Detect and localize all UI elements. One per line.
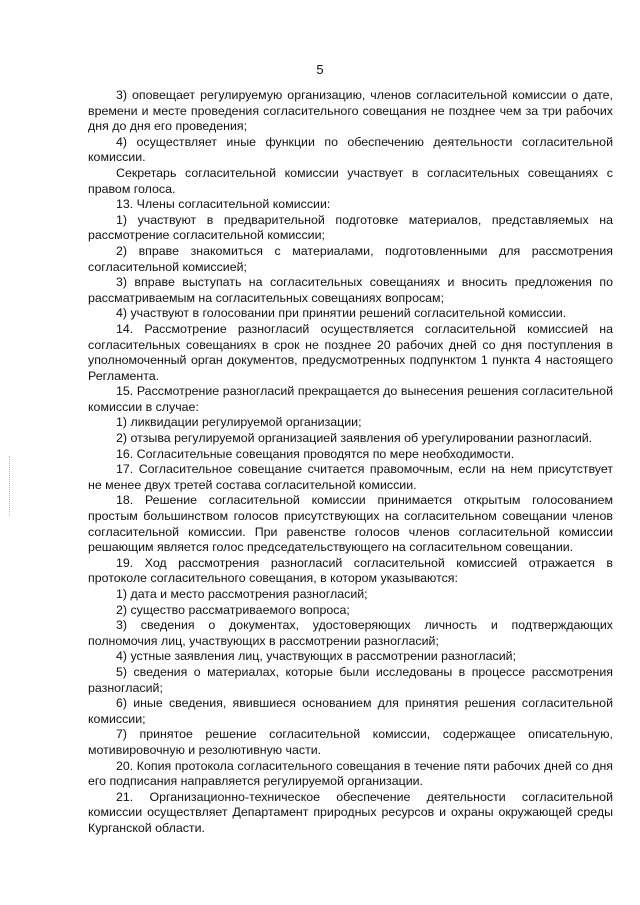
document-body bbox=[88, 88, 613, 837]
paragraph: 1) участвуют в предварительной подготовке материалов, представляемых на рассмотрение согласительной комиссии; bbox=[88, 212, 613, 243]
paragraph: 4) устные заявления лиц, участвующих в рассмотрении разногласий; bbox=[116, 649, 517, 664]
paragraph: 17. Согласительное совещание считается правомочным, если на нем присутствует не менее двух третей состава согласительной комиссии. bbox=[88, 462, 613, 492]
paragraph: 6) иные сведения, явившиеся основанием для принятия решения согласительной комиссии; bbox=[88, 696, 613, 726]
paragraph: 1) ликвидации регулируемой организации; bbox=[116, 415, 362, 430]
paragraph: 4) осуществляет иные функции по обеспечению деятельности согласительной комиссии. bbox=[88, 134, 613, 165]
paragraph: 18. Решение согласительной комиссии принимается открытым голосованием простым большинством голосов присутствующих на согласительном совещании членов согласительной комиссии. При равенстве голосов членов согласительной комиссии решающим является голос председательствующего на согласительном совещании. bbox=[88, 493, 613, 555]
paragraph: 14. Рассмотрение разногласий осуществляется согласительной комиссией на согласительных совещаниях в срок не позднее 20 рабочих дней со дня поступления в уполномоченный орган документов, предусмотренных подпунктом 1 пункта 4 настоящего Регламента. bbox=[88, 321, 613, 383]
paragraph: 3) сведения о документах, удостоверяющих личность и подтверждающих полномочия лиц, участвующих в рассмотрении разногласий; bbox=[88, 618, 613, 648]
page-number: 5 bbox=[316, 62, 324, 77]
paragraph: 3) вправе выступать на согласительных совещаниях и вносить предложения по рассматриваемым на согласительных совещаниях вопросам; bbox=[88, 275, 613, 305]
paragraph: 3) оповещает регулируемую организацию, членов согласительной комиссии о дате, времени и месте проведения согласительного совещания не позднее чем за три рабочих дня до дня его проведения; bbox=[88, 88, 613, 134]
paragraph: 7) принятое решение согласительной комиссии, содержащее описательную, мотивировочную и резолютивную части. bbox=[88, 727, 613, 757]
paragraph: 1) дата и место рассмотрения разногласий; bbox=[116, 587, 368, 601]
paragraph: 21. Организационно-техническое обеспечение деятельности согласительной комиссии осуществляет Департамент природных ресурсов и охраны окружающей среды Курганской области. bbox=[88, 789, 613, 835]
paragraph: 19. Ход рассмотрения разногласий согласительной комиссией отражается в протоколе согласительного совещания, в котором указываются: bbox=[88, 555, 613, 586]
paragraph: 5) сведения о материалах, которые были исследованы в процессе рассмотрения разногласий; bbox=[88, 664, 613, 695]
paragraph: 4) участвуют в голосовании при принятии решений согласительной комиссии. bbox=[116, 306, 567, 321]
paragraph: 2) вправе знакомиться с материалами, подготовленными для рассмотрения согласительной комиссией; bbox=[88, 243, 613, 274]
paragraph: 16. Согласительные совещания проводятся по мере необходимости. bbox=[116, 446, 515, 461]
paragraph: 15. Рассмотрение разногласий прекращается до вынесения решения согласительной комиссии в случае: bbox=[88, 384, 613, 414]
paragraph: 20. Копия протокола согласительного совещания в течение пяти рабочих дней со дня его подписания направляется регулируемой организации. bbox=[88, 758, 613, 789]
paragraph: 2) существо рассматриваемого вопроса; bbox=[116, 602, 350, 617]
paragraph: Секретарь согласительной комиссии участвует в согласительных совещаниях с правом голоса. bbox=[88, 165, 613, 196]
paragraph: 13. Члены согласительной комиссии: bbox=[116, 197, 331, 212]
paragraph: 2) отзыва регулируемой организацией заявления об урегулировании разногласий. bbox=[116, 431, 593, 446]
margin-mark bbox=[9, 456, 12, 516]
